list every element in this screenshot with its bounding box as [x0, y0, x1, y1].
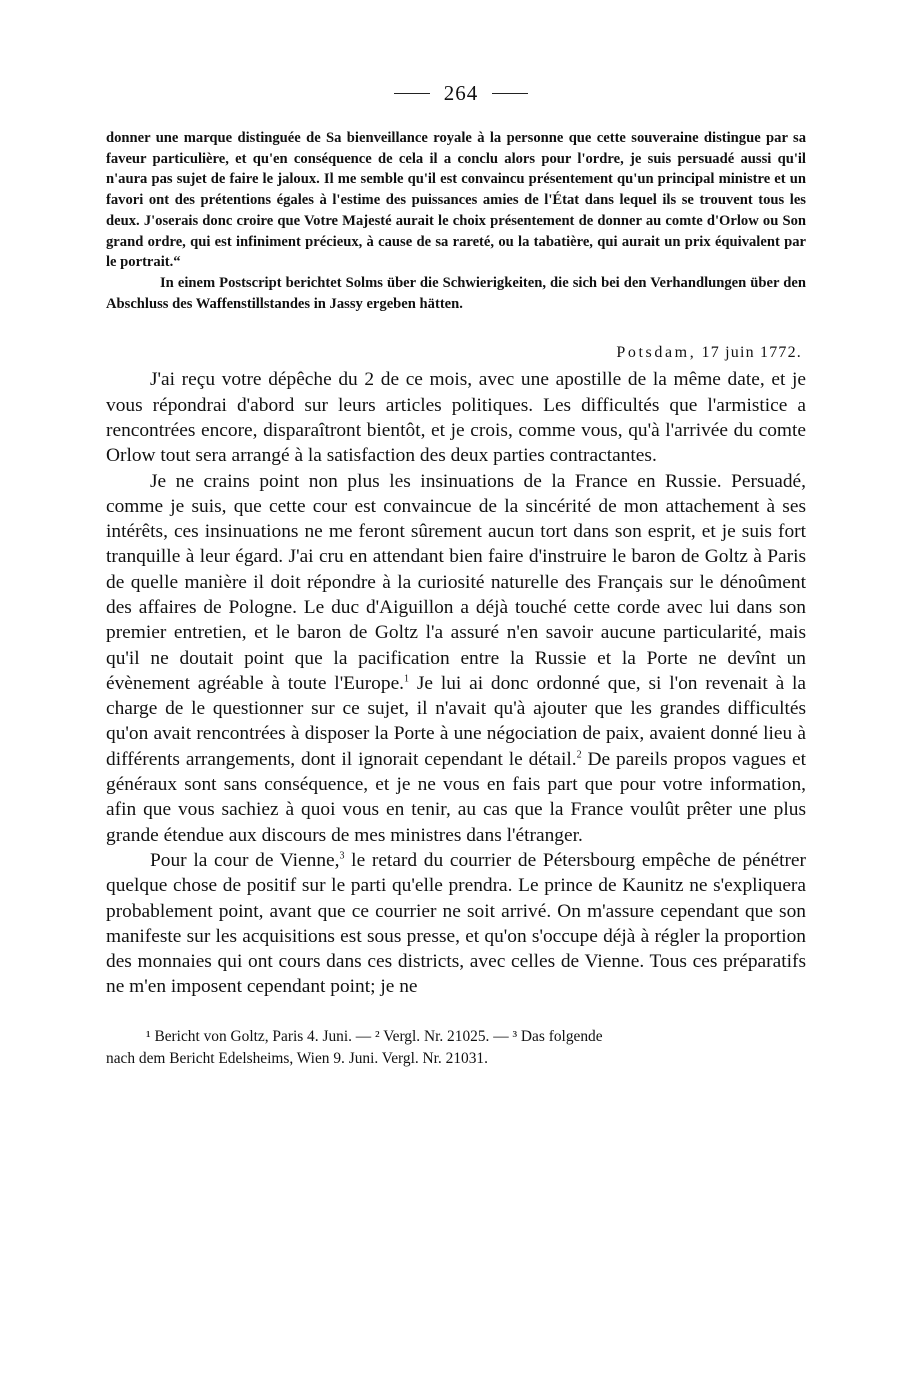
- book-page: [106, 78, 806, 1070]
- letter-paragraph-3-part-b: le retard du courrier de Pétersbourg empêche de pénétrer quelque chose de positif sur le parti qu'elle prendra. Le prince de Kaunitz ne s'expliquera probablement point, avant que ce courrier ne soit arrivé. On m'assure cependant que son manifeste sur les acquisitions est sous presse, et qu'on s'occupe déjà à régler la proportion des monnaies qui ont cours dans ces districts, avec celles de Vienne. Tous ces préparatifs ne m'en imposent cependant point; je ne: [106, 849, 806, 998]
- header-rule-right: [492, 93, 528, 94]
- editor-note: In einem Postscript berichtet Solms über die Schwierigkeiten, die sich bei den Verhandlungen über den Abschluss des Waffenstillstandes in Jassy ergeben hätten.: [106, 274, 806, 312]
- page-number: 264: [443, 80, 479, 105]
- letter-dateline: [106, 342, 802, 364]
- dateline-date: 17 juin 1772.: [701, 344, 802, 362]
- footnote-line-2: nach dem Bericht Edelsheims, Wien 9. Juni. Vergl. Nr. 21031.: [106, 1049, 488, 1067]
- page-header: [116, 78, 806, 108]
- letter-paragraph-2-part-b: Je lui ai donc ordonné que, si l'on revenait à la charge de le questionner sur ce sujet, il n'avait qu'à ajouter que les grandes difficultés qu'on avait rencontrées à disposer la Porte à une négociation de paix, avaient donné lieu à différents arrangements, dont il ignorait cependant le détail.: [106, 672, 806, 770]
- footnote-ref-2: 2: [576, 749, 582, 761]
- quoted-report-text: donner une marque distinguée de Sa bienveillance royale à la personne que cette souveraine distingue par sa faveur particulière, et qu'en conséquence de cela il a conclu alors pour l'ordre, je suis persuadé aussi qu'il n'aura pas sujet de faire le jaloux. Il me semble qu'il est convaincu présentement qu'un principal ministre et un favori ont des prétentions égales à l'estime des puissances amies de l'État dans lequel ils se trouvent tous les deux. J'oserais donc croire que Votre Majesté aurait le choix présentement de donner au comte d'Orlow ou Son grand ordre, qui est infiniment précieux, à cause de sa rareté, ou la tabatière, qui aurait un prix équivalent par le portrait.“: [106, 130, 806, 271]
- letter-paragraph-3: [106, 848, 806, 1000]
- letter-paragraph-1: J'ai reçu votre dépêche du 2 de ce mois, avec une apostille de la même date, et je vous répondrai d'abord sur leurs articles politiques. Les difficultés que l'armistice a rencontrées encore, disparaîtront bientôt, et je crois, comme vous, qu'à l'arrivée du comte Orlow tout sera arrangé à la satisfaction des deux parties contractantes.: [106, 369, 806, 467]
- header-rule-left: [394, 93, 430, 94]
- footnote-ref-1: 1: [404, 673, 410, 685]
- letter-paragraph-2-part-a: Je ne crains point non plus les insinuations de la France en Russie. Persuadé, comme je suis, que cette cour est convaincue de la sincérité de mon attachement à ses intérêts, ces insinuations ne me feront sûrement aucun tort dans son esprit, et je suis fort tranquille à leur égard. J'ai cru en attendant bien faire d'instruire le baron de Goltz à Paris de quelle manière il doit répondre à la curiosité naturelle des Français sur le dénoûment des affaires de Pologne. Le duc d'Aiguillon a déjà touché cette corde avec lui dans son premier entretien, et le baron de Goltz l'a assuré n'en savoir aucune particularité, mais qu'il ne doutait point que la pacification entre la Russie et la Porte ne devînt un évènement agréable à toute l'Europe.: [106, 470, 806, 694]
- letter-paragraph-2-part-c: De pareils propos vagues et généraux sont sans conséquence, et je ne vous en fais part que pour votre information, afin que vous sachiez à quoi vous en tenir, au cas que la France voulût prêter une plus grande étendue aux discours de mes ministres dans l'étranger.: [106, 748, 806, 846]
- footnotes: [106, 1026, 806, 1070]
- footnote-line-1: ¹ Bericht von Goltz, Paris 4. Juni. — ² Vergl. Nr. 21025. — ³ Das folgende: [146, 1027, 603, 1045]
- letter-paragraph-3-part-a: Pour la cour de Vienne,: [150, 849, 340, 871]
- footnote-ref-3: 3: [339, 850, 345, 862]
- letter-paragraph-2: [106, 469, 806, 848]
- dateline-place: Potsdam,: [616, 344, 697, 362]
